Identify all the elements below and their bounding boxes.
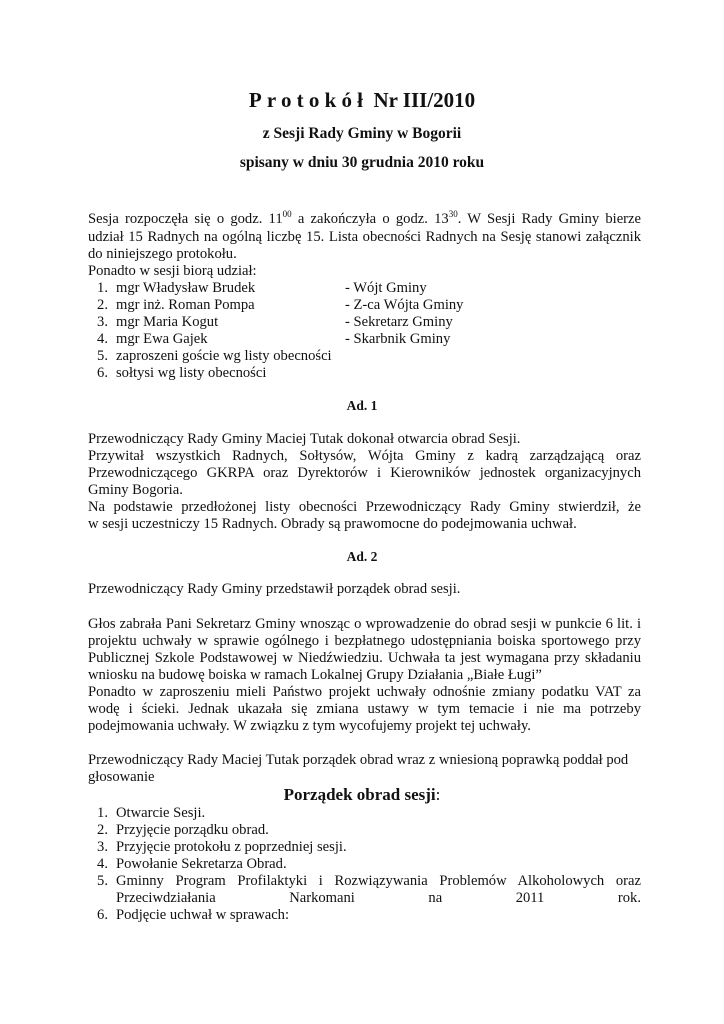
list-item: 3. Przyjęcie protokołu z poprzedniej sesji.	[97, 839, 347, 855]
ad1-line-5: Na podstawie przedłożonej listy obecności Przewodniczący Rady Gminy stwierdził, że	[88, 499, 641, 515]
ad2-line-3: projektu uchwały w sprawie ogólnego i bezpłatnego udostępniania boiska sportowego przy	[88, 633, 641, 649]
ad1-line-4: Gminy Bogoria.	[88, 482, 183, 498]
ad2-line-9: Przewodniczący Rady Maciej Tutak porządek obrad wraz z wniesioną poprawką poddał pod	[88, 752, 629, 768]
list-item: 1. Otwarcie Sesji.	[97, 805, 206, 821]
ad2-line-10: głosowanie	[88, 769, 155, 785]
list-item: 4. mgr Ewa Gajek - Skarbnik Gminy	[97, 331, 451, 347]
list-item: 4. Powołanie Sekretarza Obrad.	[97, 856, 287, 872]
list-item: 5. zaproszeni goście wg listy obecności	[97, 348, 332, 364]
ad2-line-8: podejmowania uchwały. W związku z tym wycofujemy projekt tej uchwały.	[88, 718, 531, 734]
ad2-line-2: Głos zabrała Pani Sekretarz Gminy wnosząc o wprowadzenie do obrad sesji w punkcie 6 lit. i	[88, 616, 641, 632]
agenda-heading: Porządek obrad sesji:	[283, 785, 441, 804]
ad1-line-2: Przywitał wszystkich Radnych, Sołtysów, Wójta Gminy z kadrą zarządzającą oraz	[88, 448, 641, 464]
attendees-intro: Ponadto w sesji biorą udział:	[88, 263, 257, 279]
list-item: 6. sołtysi wg listy obecności	[97, 365, 267, 381]
list-item: 1. mgr Władysław Brudek - Wójt Gminy	[97, 280, 427, 296]
document-subtitle: z Sesji Rady Gminy w Bogorii	[262, 125, 462, 142]
list-item: 5. Gminny Program Profilaktyki i Rozwiązywania Problemów Alkoholowych oraz Przeciwdziałania Narkomani na 2011 rok.	[97, 873, 641, 906]
ad2-line-1: Przewodniczący Rady Gminy przedstawił porządek obrad sesji.	[88, 581, 461, 597]
list-item: 2. mgr inż. Roman Pompa - Z-ca Wójta Gminy	[97, 297, 464, 313]
intro-line-2: udział 15 Radnych na ogólną liczbę 15. Lista obecności Radnych na Sesję stanowi załącznik	[88, 229, 641, 245]
attendees-list	[88, 280, 641, 382]
intro-paragraph	[88, 211, 641, 228]
ad2-line-4: Publicznej Szkole Podstawowej w Niedźwiedziu. Uchwała ta jest wymagana przy składaniu	[88, 650, 641, 666]
list-item: 6. Podjęcie uchwał w sprawach:	[97, 907, 290, 923]
agenda-list	[88, 805, 641, 924]
ad2-line-5: wniosku na budowę boiska w ramach Lokalnej Grupy Działania „Białe Ługi”	[88, 667, 542, 683]
intro-line-3: do niniejszego protokołu.	[88, 246, 237, 262]
section-heading-ad2: Ad. 2	[346, 549, 378, 564]
ad1-line-6: w sesji uczestniczy 15 Radnych. Obrady są prawomocne do podejmowania uchwał.	[88, 516, 577, 532]
ad1-line-3: Przewodniczącego GKRPA oraz Dyrektorów i Kierowników jednostek organizacyjnych	[88, 465, 641, 481]
list-item: 3. mgr Maria Kogut - Sekretarz Gminy	[97, 314, 453, 330]
document-title: Protokół Nr III/2010	[248, 88, 476, 112]
ad2-line-6: Ponadto w zaproszeniu mieli Państwo projekt uchwały odnośnie zmiany podatku VAT za	[88, 684, 641, 700]
intro-line-1: Sesja rozpoczęła się o godz. $11^{00}$ a zakończyła o godz. $13^{30}$. W Sesji Rady Gminy bierze	[88, 209, 641, 227]
ad1-line-1: Przewodniczący Rady Gminy Maciej Tutak dokonał otwarcia obrad Sesji.	[88, 431, 521, 447]
list-item: 2. Przyjęcie porządku obrad.	[97, 822, 269, 838]
document-date-line: spisany w dniu 30 grudnia 2010 roku	[239, 154, 485, 171]
ad2-line-7: wodę i ścieki. Jednak ukazała się zmiana ustawy w tym temacie i nie ma potrzeby	[88, 701, 641, 717]
section-heading-ad1: Ad. 1	[346, 398, 378, 413]
